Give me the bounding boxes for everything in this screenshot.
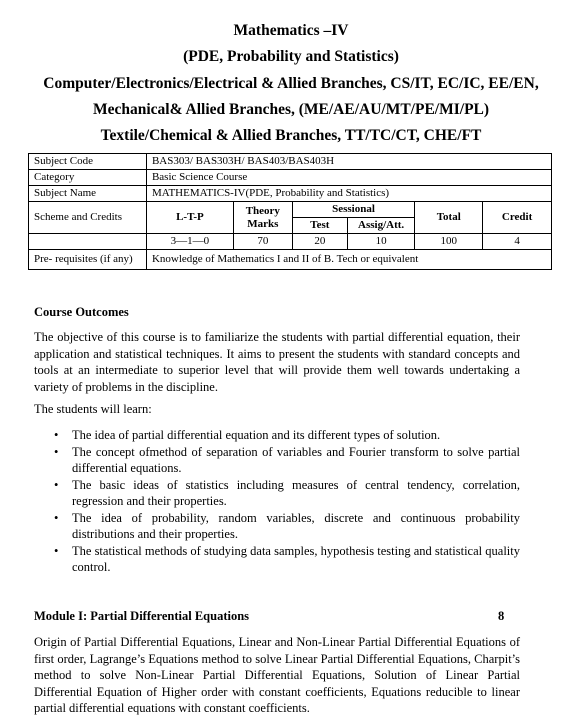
scheme-empty-cell bbox=[29, 234, 147, 250]
prereq-label: Pre- requisites (if any) bbox=[29, 250, 147, 270]
table-row bbox=[29, 186, 552, 202]
subject-details-table bbox=[28, 153, 552, 270]
prereq-value: Knowledge of Mathematics I and II of B. Tech or equivalent bbox=[146, 250, 551, 270]
test-header: Test bbox=[292, 218, 347, 234]
course-outcomes-intro: The objective of this course is to familiarize the students with partial differential equation, their application and statistical techniques. It aims to present the students with standard concepts and tools at an intermediate to superior level that will provide them well towards undertaking a variety of problems in the discipline. bbox=[34, 330, 520, 394]
outcome-text: The idea of probability, random variables, discrete and continuous probability distributions and their properties. bbox=[72, 510, 520, 541]
bullet-icon: • bbox=[54, 428, 59, 442]
ltp-header: L-T-P bbox=[146, 202, 233, 234]
module-1-heading: Module I: Partial Differential Equations bbox=[34, 609, 250, 623]
module-1-number: 8 bbox=[498, 609, 505, 623]
table-row bbox=[29, 170, 552, 186]
bullet-icon: • bbox=[54, 543, 59, 558]
test-value: 20 bbox=[292, 234, 347, 250]
bullet-icon: • bbox=[54, 477, 59, 492]
outcome-text: The concept ofmethod of separation of variables and Fourier transform to solve partial differential equations. bbox=[72, 444, 520, 475]
list-item bbox=[34, 427, 520, 444]
sessional-header: Sessional bbox=[292, 202, 415, 218]
category-value: Basic Science Course bbox=[146, 170, 551, 186]
outcome-text: The statistical methods of studying data samples, hypothesis testing and statistical quality control. bbox=[72, 543, 520, 574]
course-outcomes-heading: Course Outcomes bbox=[34, 305, 129, 319]
theory-header: Theory Marks bbox=[233, 202, 292, 234]
category-label: Category bbox=[29, 170, 147, 186]
outcome-text: The idea of partial differential equation and its different types of solution. bbox=[72, 428, 441, 442]
subject-code-label: Subject Code bbox=[29, 154, 147, 170]
scheme-label: Scheme and Credits bbox=[29, 202, 147, 234]
list-item bbox=[34, 477, 520, 510]
list-item bbox=[34, 543, 520, 576]
subject-code-value: BAS303/ BAS303H/ BAS403/BAS403H bbox=[146, 154, 551, 170]
subject-name-label: Subject Name bbox=[29, 186, 147, 202]
assig-value: 10 bbox=[347, 234, 414, 250]
subject-name-value: MATHEMATICS-IV(PDE, Probability and Statistics) bbox=[146, 186, 551, 202]
theory-value: 70 bbox=[233, 234, 292, 250]
outcomes-list bbox=[34, 427, 520, 576]
module-1-body: Origin of Partial Differential Equations, Linear and Non-Linear Partial Differential Equations of first order, Lagrange’s Equations method to solve Linear Partial Differential Equations, Charpit’s method to solve Non-Linear Partial Differential Equations, Solution of Linear Partial Differential Equation of Higher order with constant coefficients, Equations reducible to linear partial differential equations with constant coefficients. bbox=[34, 635, 520, 715]
credit-header: Credit bbox=[483, 202, 552, 234]
list-item bbox=[34, 444, 520, 477]
credit-value: 4 bbox=[483, 234, 552, 250]
table-row bbox=[29, 154, 552, 170]
list-item bbox=[34, 510, 520, 543]
bullet-icon: • bbox=[54, 444, 59, 459]
branches-line-1: Computer/Electronics/Electrical & Allied Branches, CS/IT, EC/IC, EE/EN, bbox=[43, 75, 539, 92]
table-row bbox=[29, 234, 552, 250]
total-value: 100 bbox=[415, 234, 483, 250]
bullet-icon: • bbox=[54, 510, 59, 525]
students-will-learn: The students will learn: bbox=[34, 402, 152, 416]
total-header: Total bbox=[415, 202, 483, 234]
assig-header: Assig/Att. bbox=[347, 218, 414, 234]
course-title: Mathematics –IV bbox=[233, 22, 349, 39]
outcome-text: The basic ideas of statistics including measures of central tendency, correlation, regression and their properties. bbox=[72, 477, 520, 508]
ltp-value: 3—1—0 bbox=[146, 234, 233, 250]
course-subtitle: (PDE, Probability and Statistics) bbox=[183, 48, 399, 65]
table-row bbox=[29, 202, 552, 218]
branches-line-3: Textile/Chemical & Allied Branches, TT/TC/CT, CHE/FT bbox=[100, 127, 482, 144]
table-row bbox=[29, 250, 552, 270]
branches-line-2: Mechanical& Allied Branches, (ME/AE/AU/MT/PE/MI/PL) bbox=[92, 101, 490, 118]
